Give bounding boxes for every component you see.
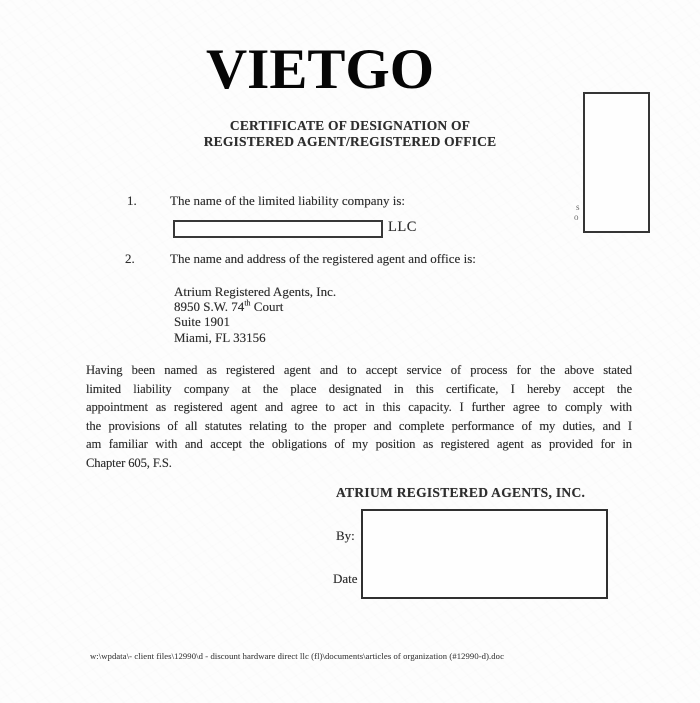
scan-artifact: o	[574, 212, 579, 222]
company-name-blank-field	[173, 220, 383, 238]
paragraph-line: Chapter 605, F.S.	[86, 455, 172, 470]
paragraph-line: Having been named as registered agent and to accept service of process for the above stated	[86, 363, 632, 377]
llc-suffix-label: LLC	[388, 219, 417, 235]
document-title-line1: CERTIFICATE OF DESIGNATION OF	[229, 118, 471, 133]
item1-label: The name of the limited liability company is:	[170, 193, 406, 208]
document-title	[150, 118, 550, 149]
by-label: By:	[336, 528, 355, 543]
paragraph-line: appointment as registered agent and agree to act in this capacity. I further agree to comply with	[86, 400, 632, 415]
filing-stamp-box	[583, 92, 650, 233]
signature-company-name: ATRIUM REGISTERED AGENTS, INC.	[336, 485, 586, 500]
street-ordinal-sup: th	[244, 298, 251, 308]
paragraph-line: am familiar with and accept the obligations of my position as registered agent as provided for in	[86, 437, 632, 452]
agent-street-line	[174, 299, 336, 314]
footer-file-path: w:\wpdata\- client files\12990\d - discount hardware direct llc (fl)\documents\articles of organization (#12990-d).doc	[90, 651, 504, 661]
item2-label: The name and address of the registered agent and office is:	[170, 251, 476, 266]
vietgo-watermark: VIETGO	[205, 38, 435, 101]
scan-artifact: s	[576, 202, 580, 212]
item1-number: 1.	[127, 193, 137, 208]
paragraph-line: limited liability company at the place designated in this certificate, I hereby accept the	[86, 381, 632, 396]
signature-blank-box	[361, 509, 608, 599]
agent-suite-line: Suite 1901	[174, 314, 230, 330]
item2-number: 2.	[125, 251, 135, 266]
acceptance-paragraph	[86, 361, 632, 473]
agent-company-line: Atrium Registered Agents, Inc.	[174, 284, 337, 299]
paragraph-line: the provisions of all statutes relating to the proper and complete performance of my duties, and I	[86, 418, 632, 433]
street-name: Court	[250, 299, 284, 315]
date-label: Date	[333, 571, 358, 586]
agent-city-line: Miami, FL 33156	[174, 329, 266, 345]
document-title-line2: REGISTERED AGENT/REGISTERED OFFICE	[203, 133, 497, 149]
registered-agent-address	[174, 284, 336, 345]
street-number: 8950 S.W. 74	[174, 299, 245, 315]
